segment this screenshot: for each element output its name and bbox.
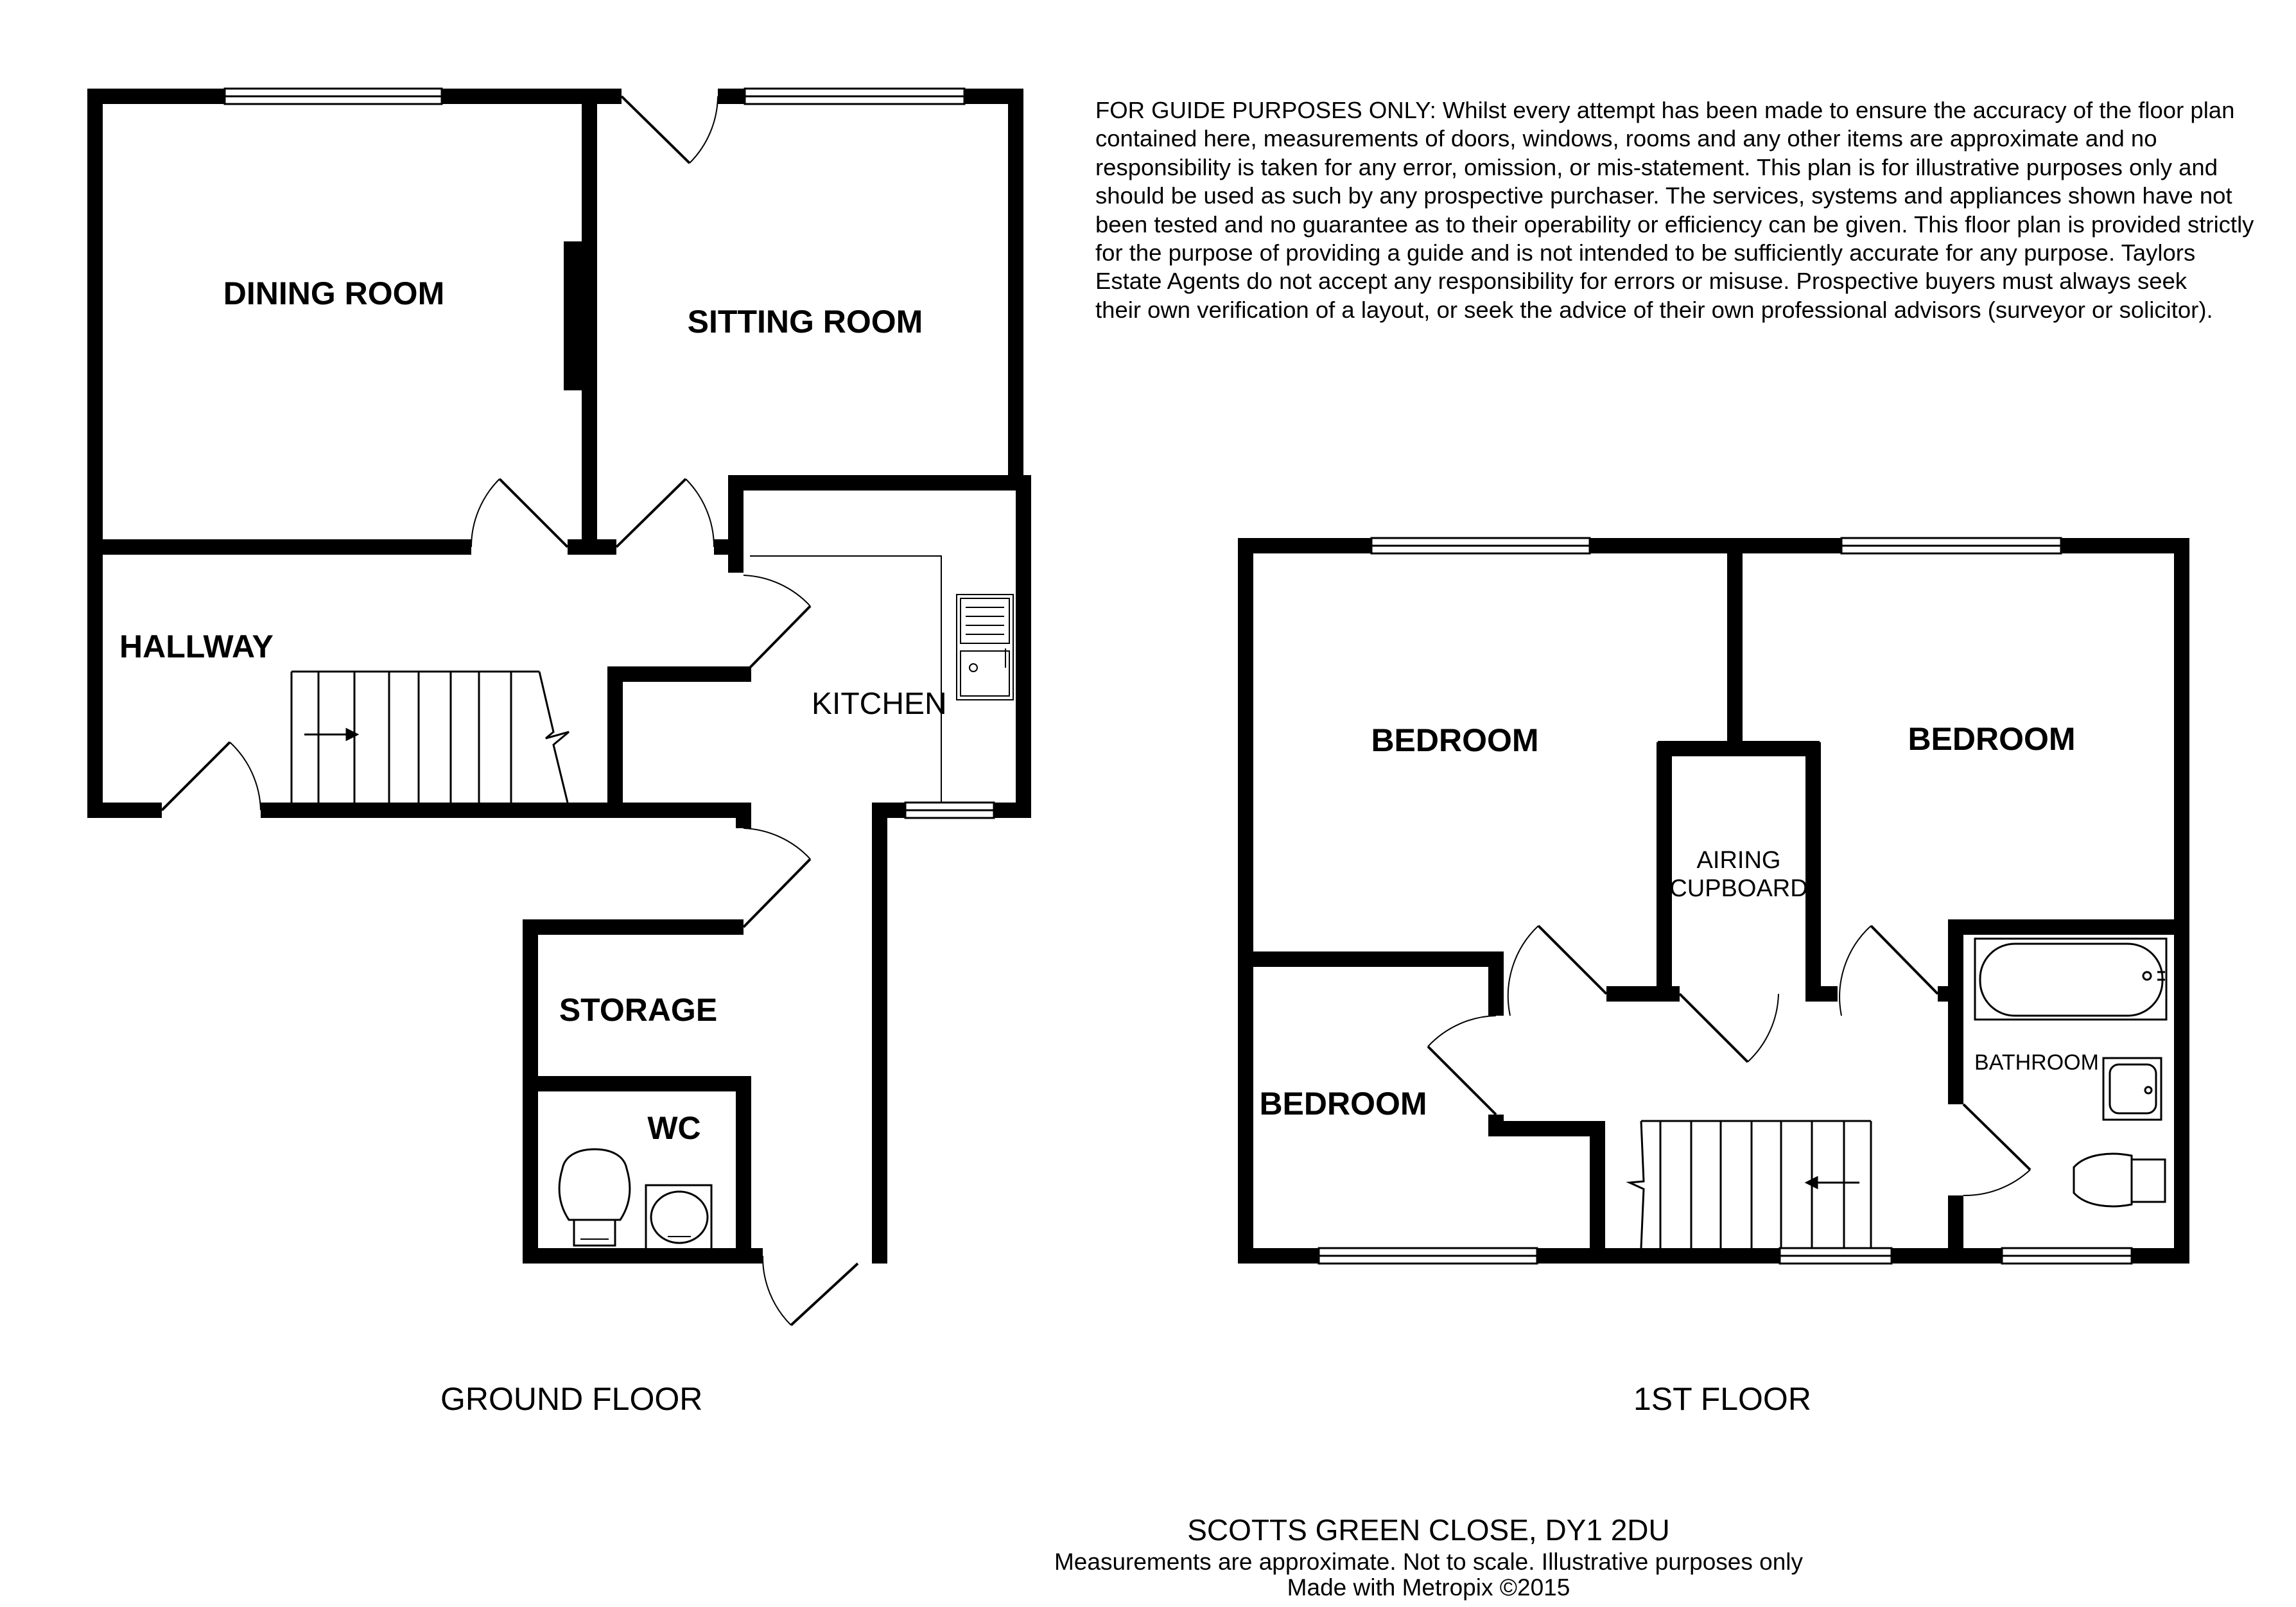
disclaimer-line: been tested and no guarantee as to their operability or efficiency can be given. This floor plan is provided strictly bbox=[1095, 211, 2254, 238]
label-storage: STORAGE bbox=[559, 992, 718, 1028]
ground-floor-walls bbox=[87, 89, 1031, 1264]
label-bathroom: BATHROOM bbox=[1974, 1050, 2099, 1075]
ground-floor-label: GROUND FLOOR bbox=[440, 1381, 703, 1417]
label-bedroom-left: BEDROOM bbox=[1371, 722, 1539, 758]
footer-address: SCOTTS GREEN CLOSE, DY1 2DU bbox=[1187, 1513, 1670, 1547]
disclaimer bbox=[1095, 96, 2264, 324]
disclaimer-line: Estate Agents do not accept any responsibility for errors or misuse. Prospective buyers must always seek bbox=[1095, 268, 2187, 295]
label-dining-room: DINING ROOM bbox=[223, 275, 445, 311]
disclaimer-line: FOR GUIDE PURPOSES ONLY: Whilst every attempt has been made to ensure the accuracy of the floor plan bbox=[1095, 97, 2235, 123]
footer-note: Measurements are approximate. Not to scale. Illustrative purposes only bbox=[1054, 1549, 1804, 1575]
label-bedroom-right: BEDROOM bbox=[1908, 721, 2076, 757]
label-wc: WC bbox=[647, 1110, 701, 1146]
disclaimer-line: contained here, measurements of doors, windows, rooms and any other items are approximate and no bbox=[1095, 125, 2157, 152]
wc-fixtures bbox=[559, 1149, 711, 1249]
label-sitting-room: SITTING ROOM bbox=[687, 304, 923, 340]
disclaimer-line: their own verification of a layout, or seek the advice of their own professional advisors (surveyor or solicitor). bbox=[1095, 296, 2213, 323]
kitchen-worktop bbox=[750, 556, 1013, 803]
label-airing-cupboard-2: CUPBOARD bbox=[1669, 875, 1808, 902]
disclaimer-line: should be used as such by any prospective purchaser. The services, systems and appliances shown have not bbox=[1095, 182, 2232, 209]
label-bedroom-small: BEDROOM bbox=[1259, 1086, 1427, 1122]
first-floor-staircase bbox=[1630, 1121, 1871, 1248]
label-kitchen: KITCHEN bbox=[812, 687, 947, 721]
first-floor-doors bbox=[1428, 926, 2030, 1195]
first-floor-label: 1ST FLOOR bbox=[1633, 1381, 1811, 1417]
chimney-breast bbox=[564, 241, 583, 390]
disclaimer-line: responsibility is taken for any error, omission, or mis-statement. This plan is for illustrative purposes only and bbox=[1095, 153, 2218, 180]
ground-floor-staircase bbox=[291, 672, 569, 803]
label-airing-cupboard-1: AIRING bbox=[1696, 847, 1781, 874]
label-hallway: HALLWAY bbox=[119, 629, 274, 665]
room-labels bbox=[119, 275, 2099, 1146]
footer-credit: Made with Metropix ©2015 bbox=[1287, 1574, 1570, 1601]
disclaimer-line: for the purpose of providing a guide and is not intended to be sufficiently accurate for any purpose. Taylors bbox=[1095, 239, 2196, 266]
